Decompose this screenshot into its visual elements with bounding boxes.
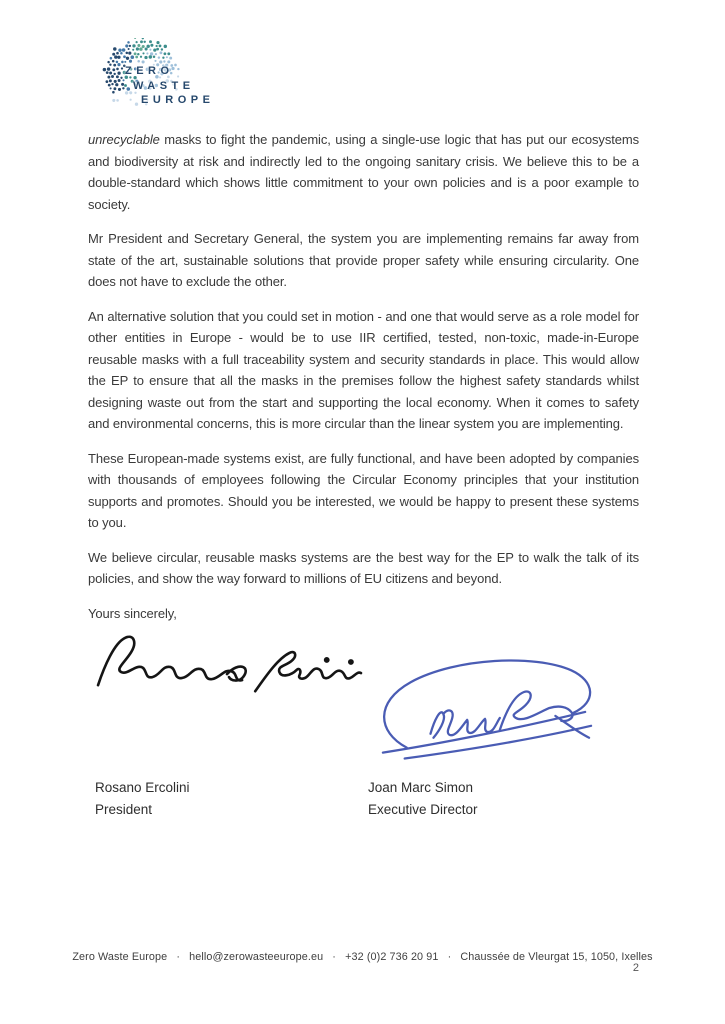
italic-lead-word: unrecyclable — [88, 132, 160, 147]
logo-wordmark — [125, 64, 214, 108]
footer-contact-line — [0, 951, 725, 963]
logo-line-waste: WASTE — [133, 79, 195, 92]
letter-paragraph-1 — [88, 129, 639, 215]
dot-separator: · — [332, 951, 336, 963]
letter-body — [88, 129, 639, 637]
page-number: 2 — [632, 962, 639, 974]
dot-separator: · — [447, 951, 452, 963]
footer-address: Chaussée de Vleurgat 15, 1050, Ixelles — [460, 951, 653, 963]
closing-salutation: Yours sincerely, — [88, 605, 177, 621]
dot-separator: · — [176, 951, 181, 963]
signer-block-executive-director — [368, 777, 478, 821]
paragraph-1-text: masks to fight the pandemic, using a single-use logic that has put our ecosystems and biodiversity at risk and indirectly led to the ongoing sanitary crisis. We believe this to be a double-standard which shows little commitment to your own policies and is a poor example to society. — [88, 132, 639, 212]
signer-name: Rosano Ercolini — [95, 780, 190, 795]
footer-org: Zero Waste Europe — [72, 951, 168, 963]
letter-paragraph-2: Mr President and Secretary General, the system you are implementing remains far away from state of the art, sustainable solutions that provide proper safety while ensuring circularity. One does not have to exclude the other. — [88, 231, 639, 289]
joan-marc-simon-signature — [371, 650, 599, 762]
footer-phone: +32 (0)2 736 20 91 — [345, 951, 439, 963]
signer-title: Executive Director — [368, 802, 478, 817]
letter-paragraph-5: We believe circular, reusable masks systems are the best way for the EP to walk the talk of its policies, and show the way forward to millions of EU citizens and beyond. — [88, 549, 639, 586]
logo-line-zero: ZERO — [125, 65, 174, 77]
footer-email: hello@zerowasteeurope.eu — [189, 951, 324, 963]
signer-title: President — [95, 802, 153, 817]
logo-line-europe: EUROPE — [141, 94, 215, 107]
letter-paragraph-4: These European-made systems exist, are fully functional, and have been adopted by companies with thousands of employees following the Circular Economy principles that your institution supports and promotes. Should you be interested, we would be happy to present these systems to you. — [88, 450, 639, 530]
rosano-ercolini-signature — [92, 624, 364, 702]
signer-block-president — [95, 777, 190, 821]
zero-waste-europe-logo — [96, 38, 246, 122]
signer-name: Joan Marc Simon — [368, 780, 474, 795]
letter-paragraph-3: An alternative solution that you could set in motion - and one that would serve as a role model for other entities in Europe - would be to use IIR certified, tested, non-toxic, made-in-Europe reusable masks with a full traceability system and security standards in place. This would allow the EP to ensure that all the masks in the premises follow the highest safety standards whilst designing waste out from the start and supporting the local economy. When it comes to safety and environmental concerns, this is more circular than the linear system you are implementing. — [88, 308, 639, 431]
